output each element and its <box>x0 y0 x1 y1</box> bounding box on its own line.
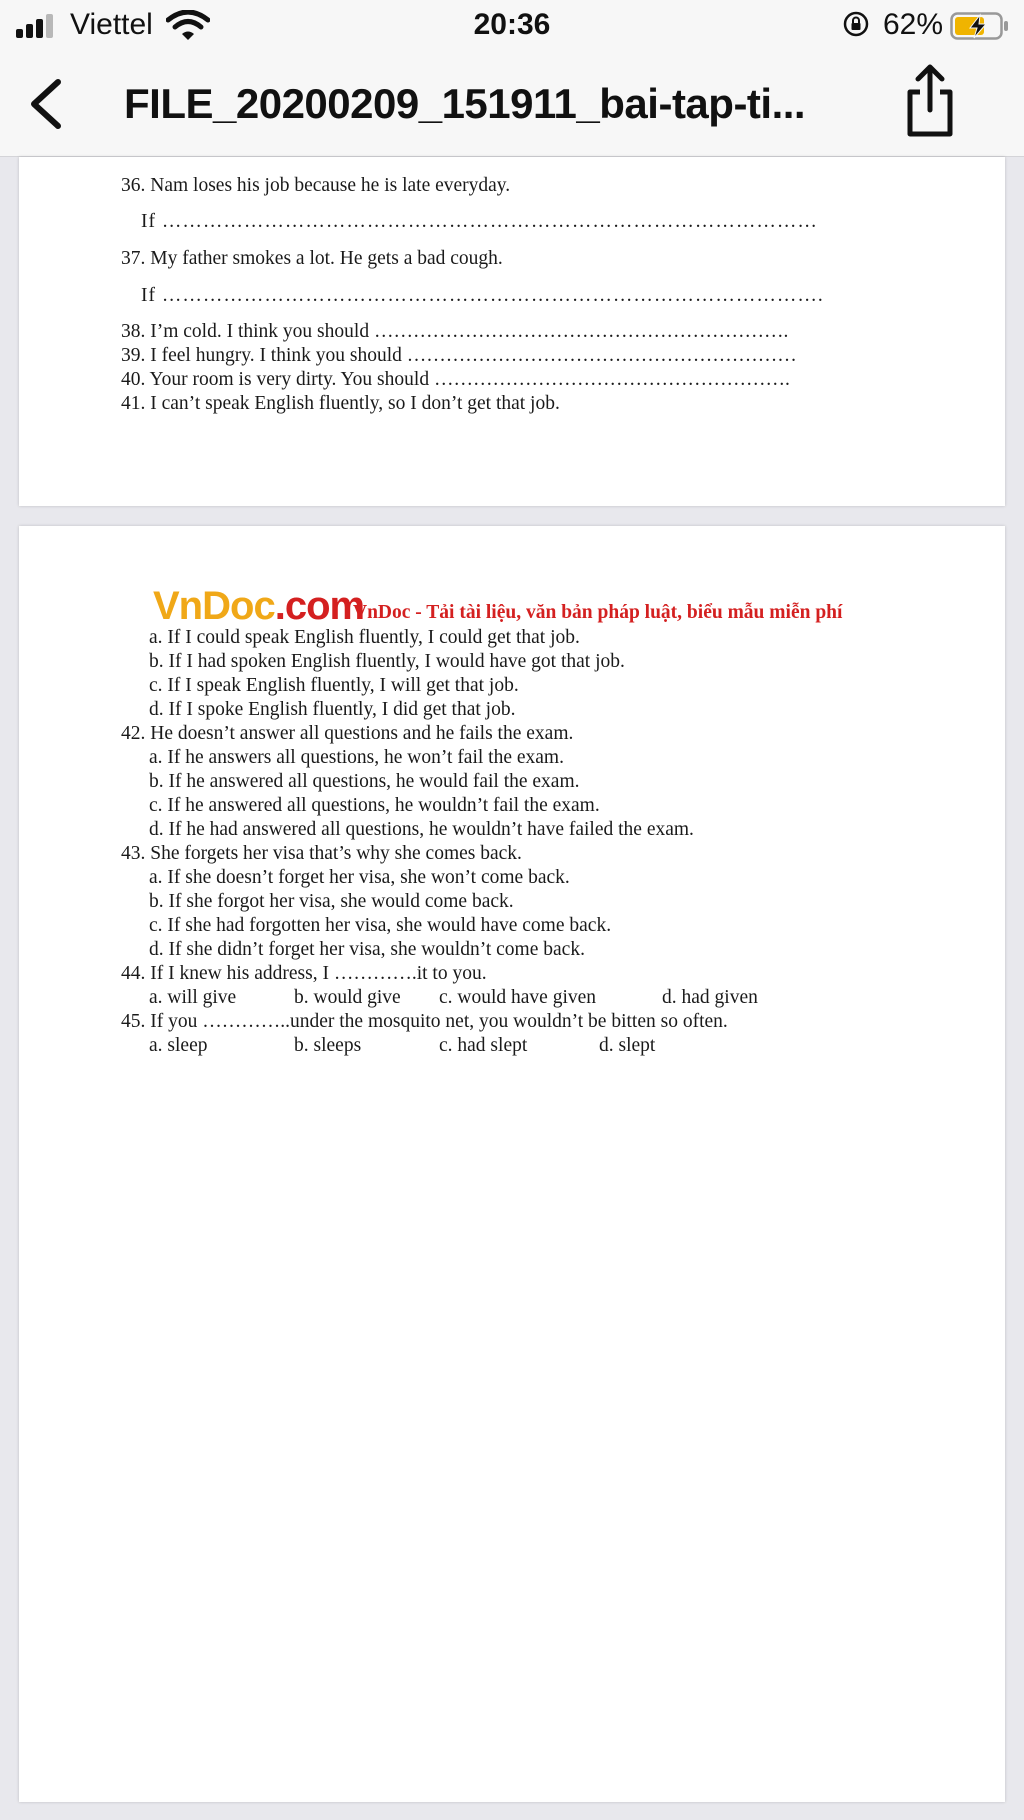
question-38: 38. I’m cold. I think you should ………………………………………………………. <box>121 321 789 342</box>
option-42c: c. If he answered all questions, he wouldn’t fail the exam. <box>149 795 600 816</box>
question-43: 43. She forgets her visa that’s why she comes back. <box>121 843 522 864</box>
option-42b: b. If he answered all questions, he would fail the exam. <box>149 771 580 792</box>
back-chevron-icon[interactable] <box>22 76 72 132</box>
option-45b: b. sleeps <box>294 1035 362 1056</box>
question-39: 39. I feel hungry. I think you should …………………………………………………… <box>121 345 797 366</box>
battery-charging-icon <box>950 12 1010 40</box>
option-41a: a. If I could speak English fluently, I could get that job. <box>149 627 580 648</box>
status-bar <box>0 0 1024 50</box>
question-44: 44. If I knew his address, I ………….it to you. <box>121 963 487 984</box>
battery-percentage: 62% <box>883 8 944 41</box>
option-41c: c. If I speak English fluently, I will get that job. <box>149 675 519 696</box>
orientation-lock-icon <box>843 11 869 37</box>
question-42: 42. He doesn’t answer all questions and he fails the exam. <box>121 723 574 744</box>
vndoc-logo: VnDoc.com <box>153 584 365 628</box>
answer-line-36: If …………………………………………………………………………………… <box>141 211 818 232</box>
file-title: FILE_20200209_151911_bai-tap-ti... <box>124 80 806 127</box>
option-43b: b. If she forgot her visa, she would come back. <box>149 891 514 912</box>
question-41: 41. I can’t speak English fluently, so I don’t get that job. <box>121 393 560 414</box>
option-45d: d. slept <box>599 1035 656 1056</box>
option-44a: a. will give <box>149 987 237 1008</box>
option-45a: a. sleep <box>149 1035 208 1056</box>
carrier-name: Viettel <box>70 8 153 41</box>
option-42a: a. If he answers all questions, he won’t fail the exam. <box>149 747 564 768</box>
option-42d: d. If he had answered all questions, he wouldn’t have failed the exam. <box>149 819 694 840</box>
share-icon[interactable] <box>900 62 960 140</box>
option-41d: d. If I spoke English fluently, I did get that job. <box>149 699 516 720</box>
option-45c: c. had slept <box>439 1035 528 1056</box>
option-44b: b. would give <box>294 987 401 1008</box>
vndoc-tagline: VnDoc - Tải tài liệu, văn bản pháp luật, biểu mẫu miễn phí <box>353 602 843 623</box>
option-43d: d. If she didn’t forget her visa, she wouldn’t come back. <box>149 939 585 960</box>
document-page[interactable] <box>19 157 1005 506</box>
option-44c: c. would have given <box>439 987 597 1008</box>
option-43a: a. If she doesn’t forget her visa, she won’t come back. <box>149 867 570 888</box>
status-time: 20:36 <box>473 8 551 41</box>
option-44d: d. had given <box>662 987 758 1008</box>
option-43c: c. If she had forgotten her visa, she would have come back. <box>149 915 612 936</box>
answer-line-37: If ……………………………………………………………………………………. <box>141 285 824 306</box>
document-page[interactable] <box>19 526 1005 1802</box>
question-36: 36. Nam loses his job because he is late everyday. <box>121 175 511 196</box>
question-45: 45. If you …………..under the mosquito net, you wouldn’t be bitten so often. <box>121 1011 728 1032</box>
option-41b: b. If I had spoken English fluently, I would have got that job. <box>149 651 625 672</box>
question-37: 37. My father smokes a lot. He gets a bad cough. <box>121 248 503 269</box>
question-40: 40. Your room is very dirty. You should ………………………………………………. <box>121 369 790 390</box>
navigation-bar <box>0 50 1024 157</box>
